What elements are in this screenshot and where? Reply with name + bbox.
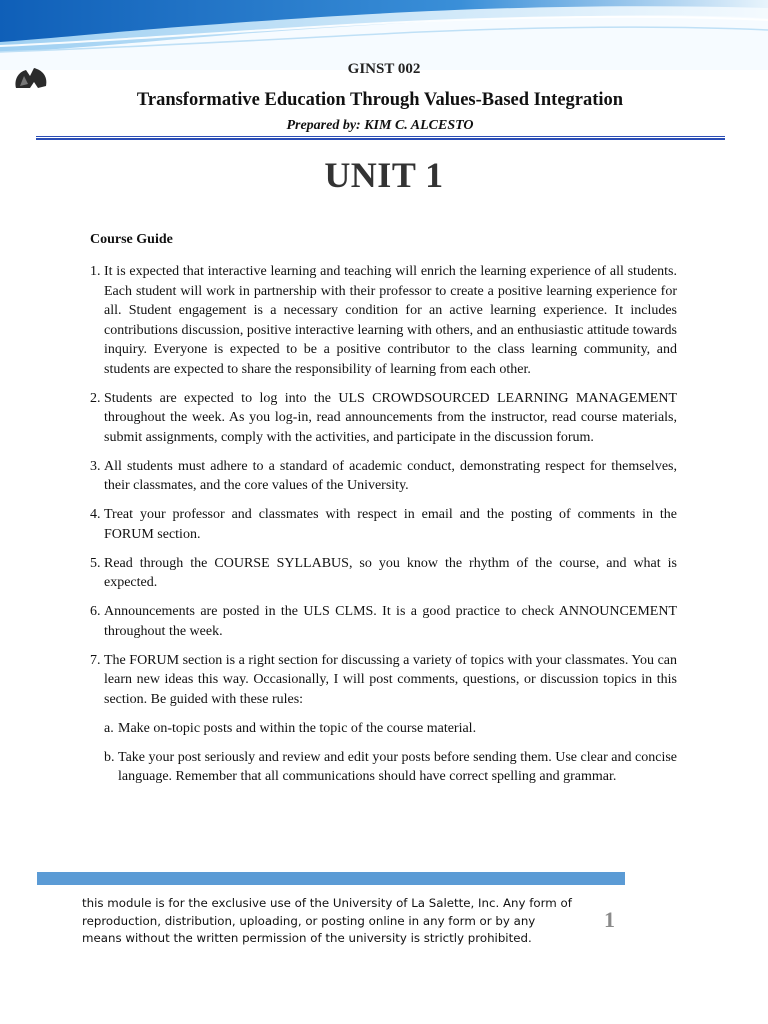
item-number: 5. bbox=[90, 555, 101, 571]
guide-subitem-a bbox=[104, 719, 677, 739]
course-guide-heading: Course Guide bbox=[90, 232, 173, 247]
guide-item-7 bbox=[90, 651, 677, 710]
subitem-text: Make on-topic posts and within the topic of the course material. bbox=[118, 720, 477, 736]
item-text: The FORUM section is a right section for discussing a variety of topics with your classmates. You can learn new ideas this way. Occasionally, I will post comments, questions, or discussion topics in this section. Be guided with these rules: bbox=[104, 652, 677, 707]
prepared-by: Prepared by: KIM C. ALCESTO bbox=[286, 118, 474, 133]
item-text: It is expected that interactive learning and teaching will enrich the learning experience of all students. Each student will work in partnership with their professor to create a positive learning experience for all. Student engagement is a necessary condition for an active learning experience. It includes contributions discussion, positive interactive learning with others, and an enthusiastic attitude towards inquiry. Everyone is expected to be a positive contributor to the class learning community, and students are expected to share the responsibility of learning from each other. bbox=[104, 264, 677, 377]
footer-bar bbox=[37, 872, 625, 885]
item-number: 4. bbox=[90, 507, 101, 522]
course-code: GINST 002 bbox=[347, 61, 421, 74]
guide-subitem-b bbox=[104, 748, 677, 787]
subitem-letter: a. bbox=[104, 720, 114, 736]
course-guide-list bbox=[90, 262, 677, 796]
page-number: 1 bbox=[604, 907, 615, 932]
item-number: 3. bbox=[90, 458, 101, 474]
unit-title: UNIT 1 bbox=[324, 155, 444, 195]
item-number: 1. bbox=[90, 264, 101, 279]
item-text: All students must adhere to a standard of academic conduct, demonstrating respect for themselves, their classmates, and the core values of the University. bbox=[104, 458, 677, 493]
item-number: 6. bbox=[90, 604, 101, 619]
header-rule-thin bbox=[36, 136, 725, 137]
guide-item-4 bbox=[90, 505, 677, 544]
guide-item-5 bbox=[90, 554, 677, 593]
subitem-letter: b. bbox=[104, 749, 115, 765]
subitem-text: Take your post seriously and review and edit your posts before sending them. Use clear and concise language. Remember that all communications should have correct spelling and grammar. bbox=[118, 749, 677, 784]
guide-item-2 bbox=[90, 389, 677, 448]
guide-item-1 bbox=[90, 262, 677, 379]
item-text: Students are expected to log into the ULS CROWDSOURCED LEARNING MANAGEMENT throughout the week. As you log-in, read announcements from the instructor, read course materials, submit assignments, comply with the activities, and participate in the discussion forum. bbox=[104, 390, 677, 445]
item-number: 7. bbox=[90, 652, 101, 668]
item-text: Announcements are posted in the ULS CLMS. It is a good practice to check ANNOUNCEMENT throughout the week. bbox=[104, 604, 677, 639]
copyright-notice: this module is for the exclusive use of the University of La Salette, Inc. Any form of reproduction, distribution, uploading, or posting online in any form or by any means without the written permission of the university is strictly prohibited. bbox=[82, 896, 572, 945]
guide-item-3 bbox=[90, 457, 677, 496]
document-title: Transformative Education Through Values-Based Integration bbox=[136, 90, 624, 110]
item-text: Treat your professor and classmates with respect in email and the posting of comments in the FORUM section. bbox=[104, 507, 677, 542]
guide-item-6 bbox=[90, 602, 677, 641]
header-rule-thick bbox=[36, 138, 725, 140]
item-text: Read through the COURSE SYLLABUS, so you know the rhythm of the course, and what is expected. bbox=[104, 555, 677, 590]
item-number: 2. bbox=[90, 390, 101, 406]
